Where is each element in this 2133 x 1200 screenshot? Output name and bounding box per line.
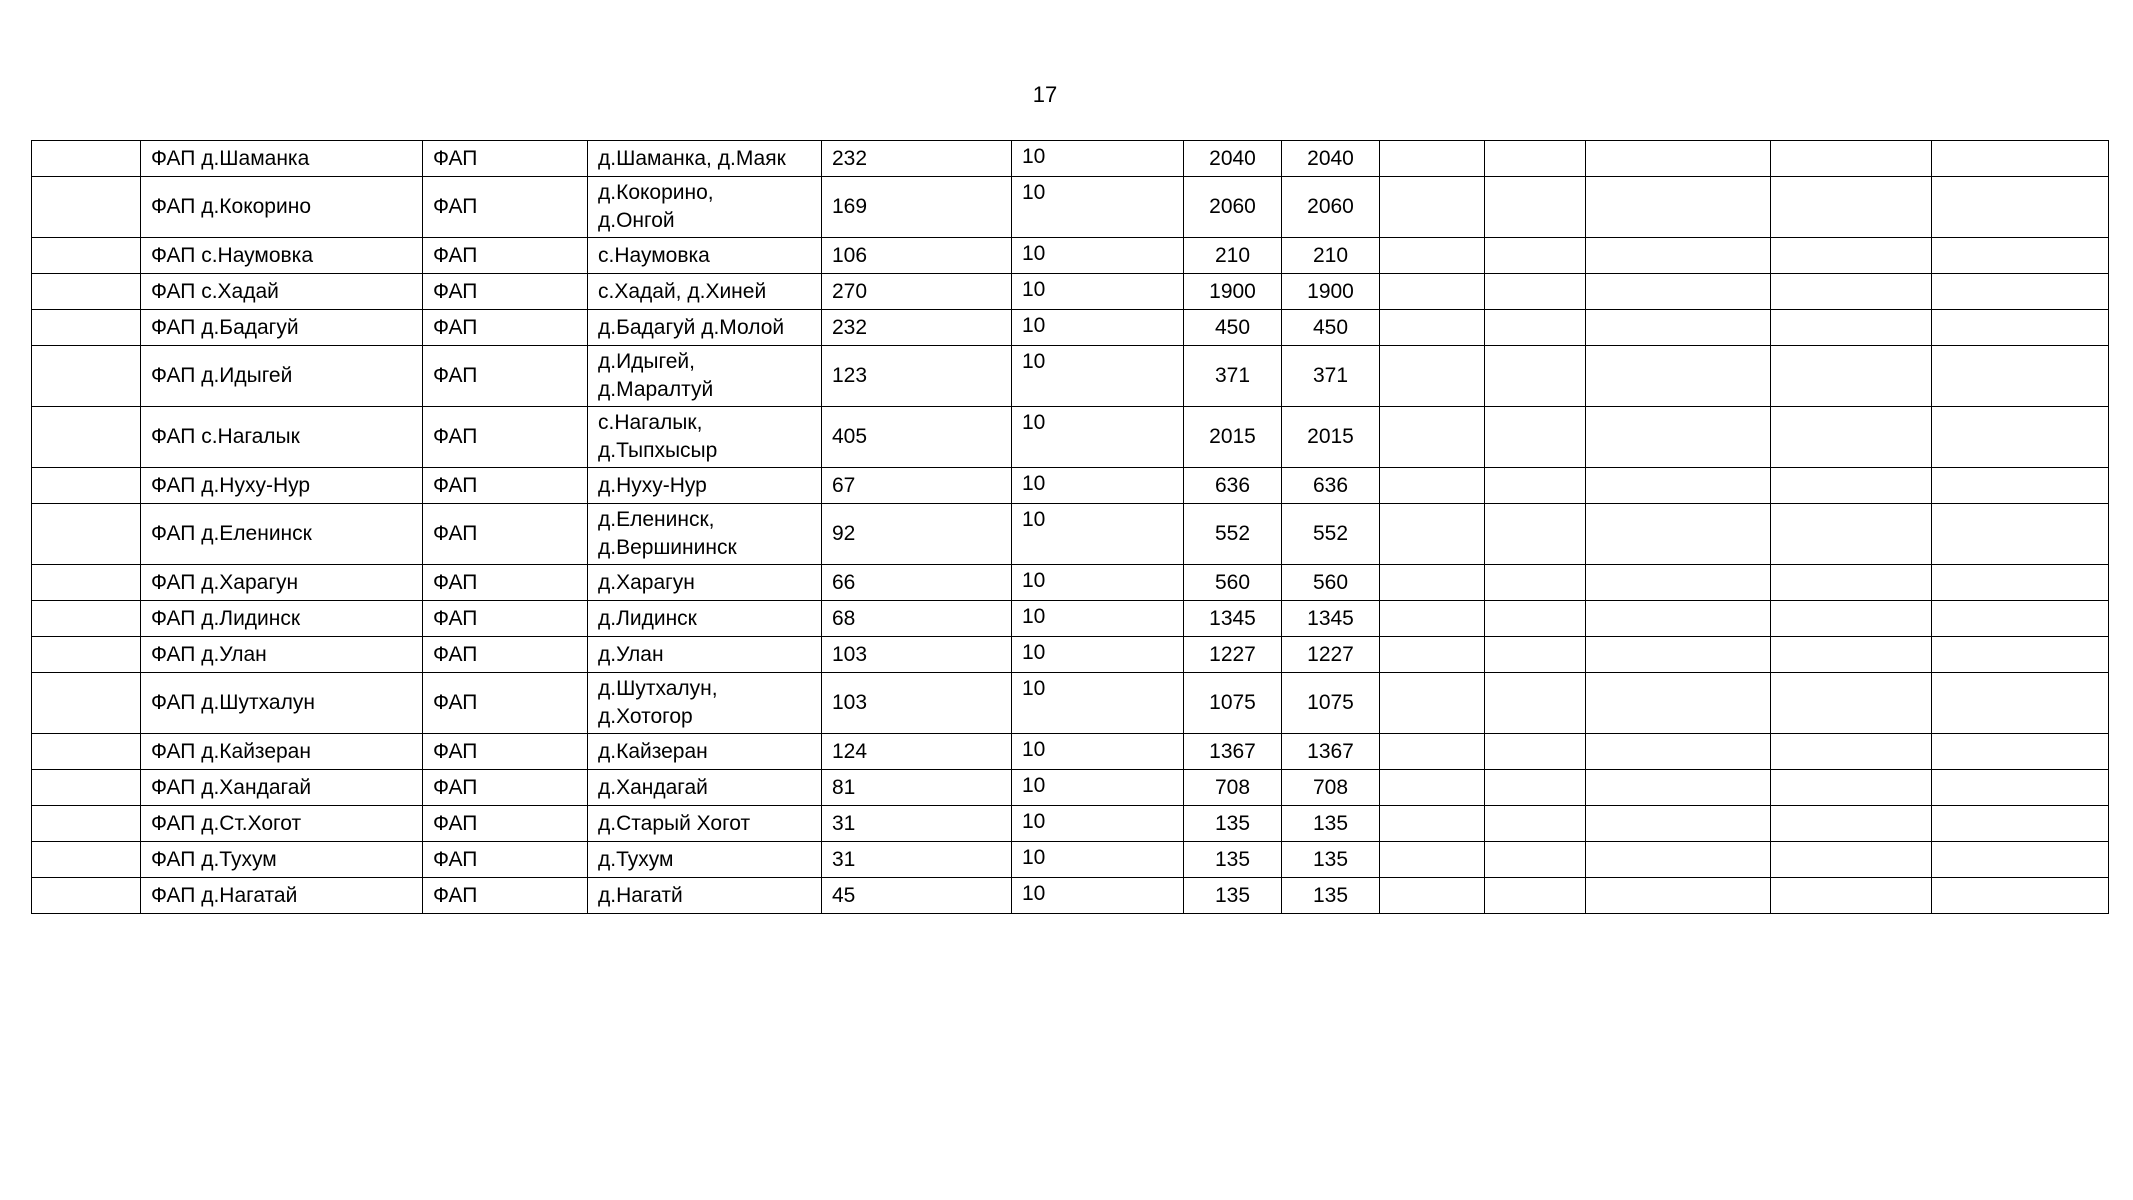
value2-cell: 2040 — [1282, 141, 1380, 177]
population-cell: 103 — [822, 637, 1012, 673]
empty-cell — [1380, 407, 1485, 468]
table-row — [32, 504, 2109, 565]
empty-cell — [1932, 734, 2109, 770]
row-number-cell — [32, 141, 141, 177]
empty-cell — [1380, 565, 1485, 601]
row-number-cell — [32, 673, 141, 734]
value2-cell: 636 — [1282, 468, 1380, 504]
empty-cell — [1485, 407, 1586, 468]
staff-cell: 10 — [1012, 565, 1184, 601]
empty-cell — [1485, 238, 1586, 274]
staff-cell: 10 — [1012, 274, 1184, 310]
value1-cell: 135 — [1184, 842, 1282, 878]
value2-cell: 708 — [1282, 770, 1380, 806]
population-cell: 81 — [822, 770, 1012, 806]
empty-cell — [1932, 637, 2109, 673]
table-row — [32, 601, 2109, 637]
empty-cell — [1586, 601, 1771, 637]
facility-name-cell: ФАП д.Улан — [141, 637, 423, 673]
table-row — [32, 177, 2109, 238]
facility-name-cell: ФАП д.Нуху-Нур — [141, 468, 423, 504]
empty-cell — [1380, 878, 1485, 914]
value2-cell: 2060 — [1282, 177, 1380, 238]
empty-cell — [1380, 177, 1485, 238]
empty-cell — [1485, 346, 1586, 407]
empty-cell — [1380, 842, 1485, 878]
table-row — [32, 346, 2109, 407]
empty-cell — [1771, 238, 1932, 274]
facility-name-cell: ФАП д.Нагатай — [141, 878, 423, 914]
value2-cell: 1900 — [1282, 274, 1380, 310]
empty-cell — [1380, 806, 1485, 842]
empty-cell — [1932, 504, 2109, 565]
empty-cell — [1586, 274, 1771, 310]
facility-name-cell: ФАП д.Еленинск — [141, 504, 423, 565]
row-number-cell — [32, 274, 141, 310]
settlements-cell: д.Нагатй — [588, 878, 822, 914]
empty-cell — [1586, 565, 1771, 601]
value2-cell: 1227 — [1282, 637, 1380, 673]
empty-cell — [1380, 346, 1485, 407]
table-row — [32, 310, 2109, 346]
table-row — [32, 238, 2109, 274]
empty-cell — [1485, 565, 1586, 601]
settlements-cell: д.Еленинск, д.Вершининск — [588, 504, 822, 565]
empty-cell — [1586, 468, 1771, 504]
value2-cell: 450 — [1282, 310, 1380, 346]
empty-cell — [1485, 141, 1586, 177]
staff-cell: 10 — [1012, 177, 1184, 238]
row-number-cell — [32, 806, 141, 842]
population-cell: 232 — [822, 141, 1012, 177]
empty-cell — [1485, 468, 1586, 504]
facility-type-cell: ФАП — [423, 673, 588, 734]
facility-type-cell: ФАП — [423, 310, 588, 346]
value1-cell: 560 — [1184, 565, 1282, 601]
staff-cell: 10 — [1012, 310, 1184, 346]
value2-cell: 210 — [1282, 238, 1380, 274]
facility-type-cell: ФАП — [423, 734, 588, 770]
value1-cell: 708 — [1184, 770, 1282, 806]
value1-cell: 2040 — [1184, 141, 1282, 177]
settlements-cell: с.Хадай, д.Хиней — [588, 274, 822, 310]
value1-cell: 450 — [1184, 310, 1282, 346]
empty-cell — [1932, 238, 2109, 274]
population-cell: 31 — [822, 806, 1012, 842]
staff-cell: 10 — [1012, 770, 1184, 806]
empty-cell — [1771, 878, 1932, 914]
facility-name-cell: ФАП д.Шутхалун — [141, 673, 423, 734]
value1-cell: 636 — [1184, 468, 1282, 504]
facility-name-cell: ФАП д.Тухум — [141, 842, 423, 878]
empty-cell — [1771, 346, 1932, 407]
facility-name-cell: ФАП д.Лидинск — [141, 601, 423, 637]
empty-cell — [1932, 407, 2109, 468]
facility-type-cell: ФАП — [423, 468, 588, 504]
empty-cell — [1485, 770, 1586, 806]
empty-cell — [1586, 141, 1771, 177]
table-row — [32, 878, 2109, 914]
empty-cell — [1485, 878, 1586, 914]
empty-cell — [1771, 407, 1932, 468]
facility-type-cell: ФАП — [423, 842, 588, 878]
value2-cell: 560 — [1282, 565, 1380, 601]
population-cell: 405 — [822, 407, 1012, 468]
empty-cell — [1932, 177, 2109, 238]
table-row — [32, 407, 2109, 468]
population-cell: 66 — [822, 565, 1012, 601]
settlements-cell: д.Старый Хогот — [588, 806, 822, 842]
population-cell: 45 — [822, 878, 1012, 914]
population-cell: 124 — [822, 734, 1012, 770]
facility-type-cell: ФАП — [423, 601, 588, 637]
empty-cell — [1586, 407, 1771, 468]
empty-cell — [1485, 734, 1586, 770]
empty-cell — [1586, 734, 1771, 770]
settlements-cell: с.Нагалык, д.Тыпхысыр — [588, 407, 822, 468]
empty-cell — [1380, 673, 1485, 734]
empty-cell — [1586, 504, 1771, 565]
facility-type-cell: ФАП — [423, 141, 588, 177]
settlements-cell: д.Улан — [588, 637, 822, 673]
value1-cell: 210 — [1184, 238, 1282, 274]
empty-cell — [1380, 601, 1485, 637]
facility-type-cell: ФАП — [423, 806, 588, 842]
settlements-cell: д.Лидинск — [588, 601, 822, 637]
population-cell: 169 — [822, 177, 1012, 238]
facility-name-cell: ФАП д.Хандагай — [141, 770, 423, 806]
population-cell: 92 — [822, 504, 1012, 565]
empty-cell — [1932, 842, 2109, 878]
empty-cell — [1586, 842, 1771, 878]
facility-name-cell: ФАП д.Идыгей — [141, 346, 423, 407]
staff-cell: 10 — [1012, 601, 1184, 637]
row-number-cell — [32, 878, 141, 914]
value1-cell: 1900 — [1184, 274, 1282, 310]
empty-cell — [1771, 637, 1932, 673]
empty-cell — [1771, 468, 1932, 504]
facility-type-cell: ФАП — [423, 407, 588, 468]
staff-cell: 10 — [1012, 407, 1184, 468]
population-cell: 103 — [822, 673, 1012, 734]
population-cell: 31 — [822, 842, 1012, 878]
staff-cell: 10 — [1012, 878, 1184, 914]
empty-cell — [1932, 141, 2109, 177]
staff-cell: 10 — [1012, 504, 1184, 565]
facility-type-cell: ФАП — [423, 177, 588, 238]
population-cell: 232 — [822, 310, 1012, 346]
settlements-cell: д.Тухум — [588, 842, 822, 878]
staff-cell: 10 — [1012, 637, 1184, 673]
empty-cell — [1586, 238, 1771, 274]
facility-name-cell: ФАП д.Кайзеран — [141, 734, 423, 770]
table-row — [32, 637, 2109, 673]
facility-name-cell: ФАП д.Ст.Хогот — [141, 806, 423, 842]
value2-cell: 1075 — [1282, 673, 1380, 734]
empty-cell — [1380, 734, 1485, 770]
staff-cell: 10 — [1012, 468, 1184, 504]
value1-cell: 1367 — [1184, 734, 1282, 770]
row-number-cell — [32, 504, 141, 565]
settlements-cell: д.Идыгей, д.Маралтуй — [588, 346, 822, 407]
value2-cell: 1367 — [1282, 734, 1380, 770]
empty-cell — [1771, 734, 1932, 770]
empty-cell — [1485, 806, 1586, 842]
empty-cell — [1932, 346, 2109, 407]
staff-cell: 10 — [1012, 346, 1184, 407]
empty-cell — [1380, 504, 1485, 565]
row-number-cell — [32, 770, 141, 806]
value2-cell: 371 — [1282, 346, 1380, 407]
empty-cell — [1380, 274, 1485, 310]
population-cell: 68 — [822, 601, 1012, 637]
facility-type-cell: ФАП — [423, 878, 588, 914]
value2-cell: 135 — [1282, 878, 1380, 914]
empty-cell — [1932, 274, 2109, 310]
table-row — [32, 274, 2109, 310]
value1-cell: 1075 — [1184, 673, 1282, 734]
value2-cell: 2015 — [1282, 407, 1380, 468]
empty-cell — [1586, 806, 1771, 842]
empty-cell — [1932, 878, 2109, 914]
row-number-cell — [32, 238, 141, 274]
population-cell: 106 — [822, 238, 1012, 274]
empty-cell — [1485, 637, 1586, 673]
empty-cell — [1586, 177, 1771, 238]
empty-cell — [1380, 468, 1485, 504]
value1-cell: 371 — [1184, 346, 1282, 407]
table-row — [32, 565, 2109, 601]
population-cell: 123 — [822, 346, 1012, 407]
table-body — [32, 141, 2109, 914]
facility-name-cell: ФАП с.Наумовка — [141, 238, 423, 274]
empty-cell — [1485, 310, 1586, 346]
empty-cell — [1586, 878, 1771, 914]
empty-cell — [1380, 637, 1485, 673]
value2-cell: 552 — [1282, 504, 1380, 565]
row-number-cell — [32, 346, 141, 407]
value2-cell: 1345 — [1282, 601, 1380, 637]
settlements-cell: д.Нуху-Нур — [588, 468, 822, 504]
table-row — [32, 770, 2109, 806]
facility-name-cell: ФАП с.Хадай — [141, 274, 423, 310]
settlements-cell: с.Наумовка — [588, 238, 822, 274]
value2-cell: 135 — [1282, 842, 1380, 878]
value1-cell: 552 — [1184, 504, 1282, 565]
page-number: 17 — [1032, 82, 1058, 107]
empty-cell — [1485, 274, 1586, 310]
empty-cell — [1771, 673, 1932, 734]
empty-cell — [1932, 565, 2109, 601]
table-row — [32, 806, 2109, 842]
settlements-cell: д.Харагун — [588, 565, 822, 601]
empty-cell — [1932, 468, 2109, 504]
empty-cell — [1771, 601, 1932, 637]
empty-cell — [1485, 504, 1586, 565]
settlements-cell: д.Кокорино, д.Онгой — [588, 177, 822, 238]
facilities-table — [31, 140, 2109, 914]
empty-cell — [1586, 637, 1771, 673]
empty-cell — [1380, 310, 1485, 346]
facility-name-cell: ФАП д.Харагун — [141, 565, 423, 601]
empty-cell — [1485, 177, 1586, 238]
settlements-cell: д.Шутхалун, д.Хотогор — [588, 673, 822, 734]
facility-type-cell: ФАП — [423, 504, 588, 565]
staff-cell: 10 — [1012, 141, 1184, 177]
facility-type-cell: ФАП — [423, 770, 588, 806]
value1-cell: 1345 — [1184, 601, 1282, 637]
staff-cell: 10 — [1012, 238, 1184, 274]
empty-cell — [1771, 565, 1932, 601]
table-row — [32, 673, 2109, 734]
value1-cell: 135 — [1184, 806, 1282, 842]
empty-cell — [1485, 673, 1586, 734]
value2-cell: 135 — [1282, 806, 1380, 842]
row-number-cell — [32, 734, 141, 770]
empty-cell — [1485, 601, 1586, 637]
empty-cell — [1771, 177, 1932, 238]
facility-name-cell: ФАП д.Шаманка — [141, 141, 423, 177]
staff-cell: 10 — [1012, 734, 1184, 770]
settlements-cell: д.Хандагай — [588, 770, 822, 806]
value1-cell: 2060 — [1184, 177, 1282, 238]
empty-cell — [1586, 346, 1771, 407]
empty-cell — [1586, 310, 1771, 346]
empty-cell — [1380, 141, 1485, 177]
row-number-cell — [32, 601, 141, 637]
empty-cell — [1771, 842, 1932, 878]
empty-cell — [1932, 310, 2109, 346]
value1-cell: 135 — [1184, 878, 1282, 914]
facility-type-cell: ФАП — [423, 274, 588, 310]
empty-cell — [1771, 806, 1932, 842]
row-number-cell — [32, 842, 141, 878]
population-cell: 67 — [822, 468, 1012, 504]
staff-cell: 10 — [1012, 842, 1184, 878]
settlements-cell: д.Кайзеран — [588, 734, 822, 770]
staff-cell: 10 — [1012, 673, 1184, 734]
facility-type-cell: ФАП — [423, 346, 588, 407]
empty-cell — [1586, 770, 1771, 806]
row-number-cell — [32, 468, 141, 504]
facility-name-cell: ФАП д.Кокорино — [141, 177, 423, 238]
row-number-cell — [32, 177, 141, 238]
value1-cell: 2015 — [1184, 407, 1282, 468]
value1-cell: 1227 — [1184, 637, 1282, 673]
facility-type-cell: ФАП — [423, 238, 588, 274]
empty-cell — [1932, 601, 2109, 637]
facility-type-cell: ФАП — [423, 637, 588, 673]
empty-cell — [1932, 770, 2109, 806]
table-row — [32, 468, 2109, 504]
empty-cell — [1771, 274, 1932, 310]
empty-cell — [1932, 806, 2109, 842]
settlements-cell: д.Бадагуй д.Молой — [588, 310, 822, 346]
table-row — [32, 734, 2109, 770]
staff-cell: 10 — [1012, 806, 1184, 842]
facility-type-cell: ФАП — [423, 565, 588, 601]
empty-cell — [1771, 770, 1932, 806]
row-number-cell — [32, 637, 141, 673]
facility-name-cell: ФАП с.Нагалык — [141, 407, 423, 468]
empty-cell — [1380, 238, 1485, 274]
empty-cell — [1380, 770, 1485, 806]
empty-cell — [1485, 842, 1586, 878]
table-row — [32, 842, 2109, 878]
empty-cell — [1771, 310, 1932, 346]
row-number-cell — [32, 407, 141, 468]
row-number-cell — [32, 310, 141, 346]
facility-name-cell: ФАП д.Бадагуй — [141, 310, 423, 346]
population-cell: 270 — [822, 274, 1012, 310]
empty-cell — [1771, 504, 1932, 565]
empty-cell — [1771, 141, 1932, 177]
table-row — [32, 141, 2109, 177]
empty-cell — [1586, 673, 1771, 734]
empty-cell — [1932, 673, 2109, 734]
settlements-cell: д.Шаманка, д.Маяк — [588, 141, 822, 177]
row-number-cell — [32, 565, 141, 601]
